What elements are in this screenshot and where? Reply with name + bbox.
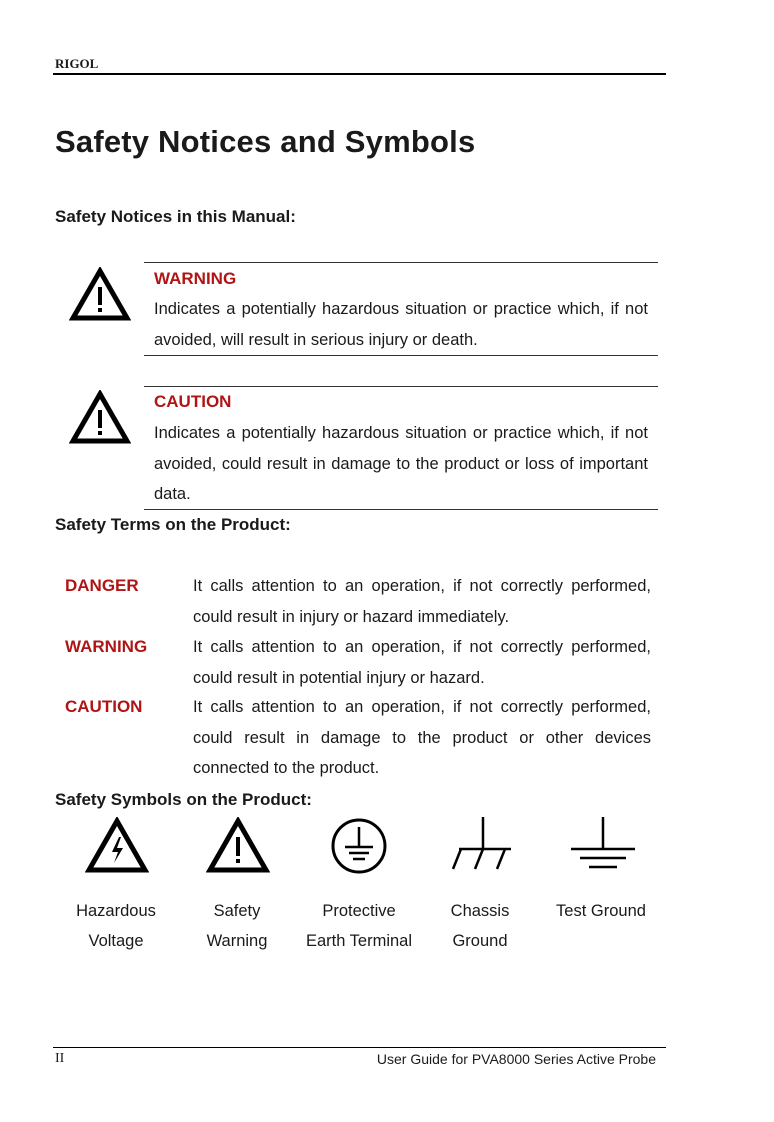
footer-divider xyxy=(53,1047,666,1048)
term-label-caution: CAUTION xyxy=(65,697,143,716)
section-heading-product-terms: Safety Terms on the Product: xyxy=(55,515,291,534)
section-heading-manual-notices: Safety Notices in this Manual: xyxy=(55,207,296,226)
notice-divider xyxy=(144,509,658,510)
caution-triangle-icon xyxy=(69,390,131,446)
term-text-caution: It calls attention to an operation, if not correctly performed, could result in damage to the product or other devices connected to the product. xyxy=(193,698,651,777)
symbol-label-hazardous-voltage: Hazardous Voltage xyxy=(76,902,156,950)
term-label-danger: DANGER xyxy=(65,576,139,595)
page-number: II xyxy=(55,1051,65,1066)
header-divider xyxy=(53,73,666,75)
term-text-danger: It calls attention to an operation, if not correctly performed, could result in injury or hazard immediately. xyxy=(193,577,651,626)
term-label-warning: WARNING xyxy=(65,637,148,656)
symbol-label-chassis-ground: Chassis Ground xyxy=(450,902,510,950)
hazardous-voltage-icon xyxy=(85,817,149,875)
document-title: User Guide for PVA8000 Series Active Probe xyxy=(376,1051,656,1067)
symbol-label-test-ground: Test Ground xyxy=(556,902,646,920)
notice-divider xyxy=(144,262,658,263)
notice-divider xyxy=(144,386,658,387)
notice-text-warning: Indicates a potentially hazardous situation or practice which, if not avoided, will result in serious injury or death. xyxy=(154,300,648,349)
brand-name: RIGOL xyxy=(55,56,99,71)
symbol-label-safety-warning: Safety Warning xyxy=(206,902,268,950)
notice-divider xyxy=(144,355,658,356)
test-ground-icon xyxy=(568,815,638,873)
chassis-ground-icon xyxy=(449,815,515,873)
page-title: Safety Notices and Symbols xyxy=(55,124,476,159)
notice-label-caution: CAUTION xyxy=(154,392,232,411)
term-text-warning: It calls attention to an operation, if not correctly performed, could result in potential injury or hazard. xyxy=(193,638,651,687)
notice-text-caution: Indicates a potentially hazardous situation or practice which, if not avoided, could result in damage to the product or loss of important data. xyxy=(154,424,648,503)
notice-label-warning: WARNING xyxy=(154,269,237,288)
protective-earth-icon xyxy=(330,817,388,875)
section-heading-product-symbols: Safety Symbols on the Product: xyxy=(55,790,312,809)
warning-triangle-icon xyxy=(69,267,131,323)
safety-warning-icon xyxy=(206,817,270,875)
symbol-label-protective-earth: Protective Earth Terminal xyxy=(305,902,413,950)
